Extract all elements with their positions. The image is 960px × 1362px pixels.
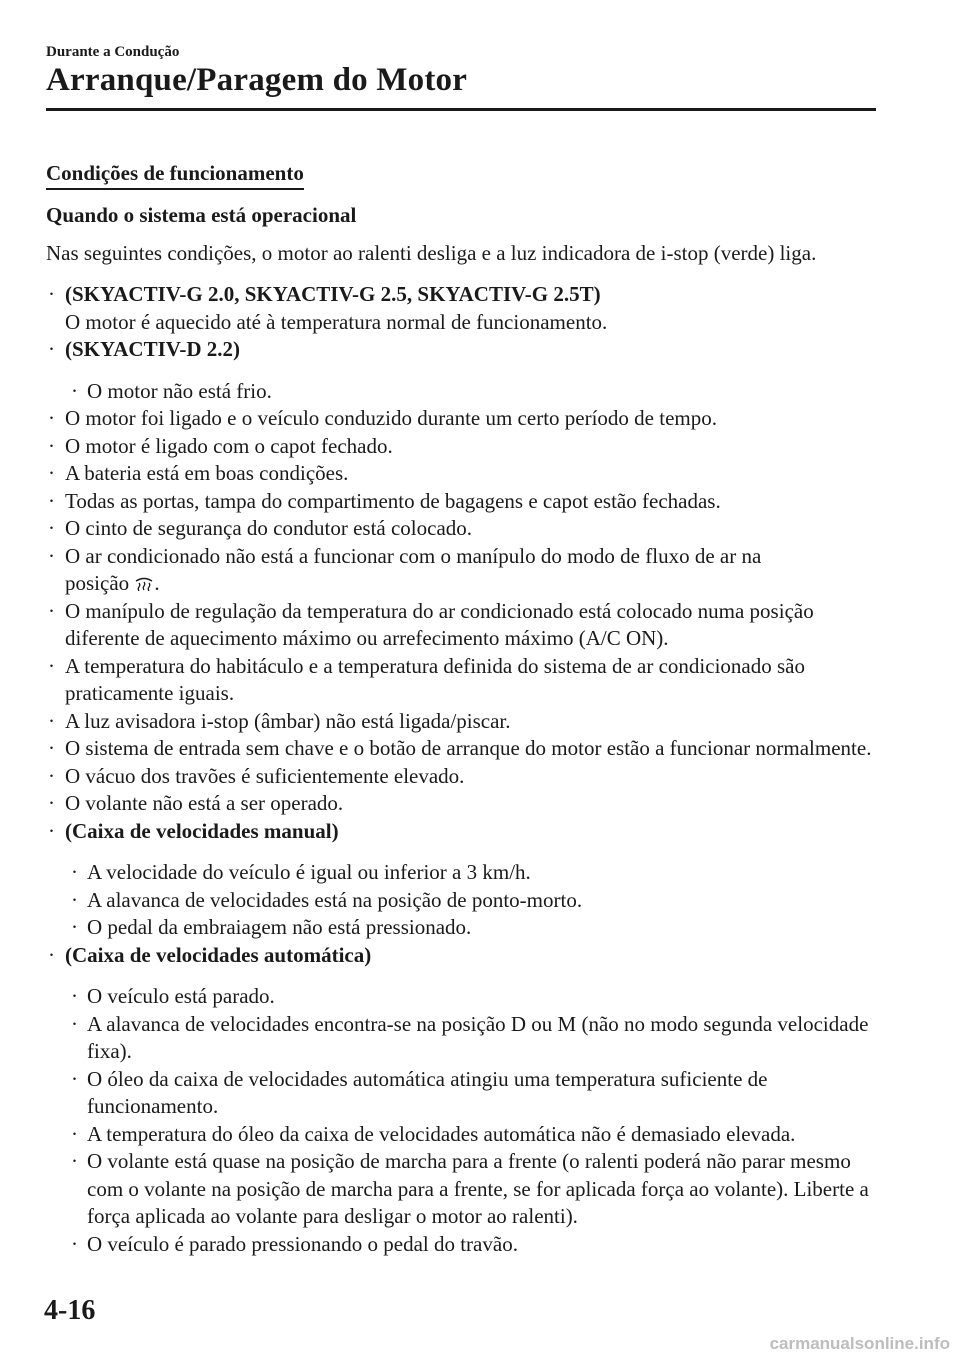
list-item	[46, 708, 876, 736]
list-item-text: O volante está quase na posição de marcha para a frente (o ralenti poderá não parar mesmo com o volante na posição de marcha para a frente, se for aplicada força ao volante). Liberte a força aplicada ao volante para desligar o motor ao ralenti).	[87, 1149, 869, 1228]
bullet-dot: ·	[71, 1011, 78, 1036]
list-item	[46, 983, 876, 1011]
list-item-text: O veículo está parado.	[87, 984, 275, 1008]
bullet-dot: ·	[48, 942, 55, 967]
bullet-dot: ·	[71, 1066, 78, 1091]
list-item	[46, 1231, 876, 1259]
list-item-text: O motor não está frio.	[87, 378, 272, 403]
bullet-dot: ·	[71, 860, 78, 884]
automatic-transmission-item	[46, 942, 876, 970]
list-item-text: A luz avisadora i-stop (âmbar) não está ligada/piscar.	[65, 708, 511, 733]
list-item	[46, 1121, 876, 1149]
list-item	[46, 460, 876, 488]
list-item	[46, 653, 876, 708]
bullet-dot: ·	[48, 791, 55, 815]
bullet-dot: ·	[48, 736, 55, 760]
list-item-text: Todas as portas, tampa do compartimento de bagagens e capot estão fechadas.	[65, 488, 721, 513]
list-item	[46, 914, 876, 942]
bullet-dot: ·	[48, 433, 55, 458]
title-rule	[46, 108, 876, 111]
intro-paragraph: Nas seguintes condições, o motor ao ralenti desliga e a luz indicadora de i-stop (verde) liga.	[46, 240, 817, 265]
manual-transmission-item	[46, 818, 876, 846]
list-item-text: O pedal da embraiagem não está pressionado.	[87, 915, 472, 939]
list-item	[46, 735, 876, 763]
list-item-text: O motor foi ligado e o veículo conduzido durante um certo período de tempo.	[65, 406, 717, 430]
skyactiv-g-item	[46, 281, 876, 336]
list-item-text: A bateria está em boas condições.	[65, 461, 349, 485]
list-item-text: A temperatura do óleo da caixa de velocidades automática não é demasiado elevada.	[87, 1121, 796, 1146]
bullet-dot: ·	[48, 653, 55, 678]
bullet-dot: ·	[71, 1121, 78, 1146]
bullet-dot: ·	[48, 406, 55, 430]
section-label: Durante a Condução	[46, 44, 180, 60]
list-item	[46, 1011, 876, 1066]
list-item-text: A alavanca de velocidades está na posição de ponto-morto.	[87, 887, 583, 912]
bullet-dot: ·	[48, 543, 55, 568]
list-item	[46, 515, 876, 543]
list-item-text: O vácuo dos travões é suficientemente elevado.	[65, 763, 465, 788]
list-item	[46, 763, 876, 791]
bullet-dot: ·	[48, 763, 55, 788]
list-item	[46, 378, 876, 406]
skyactiv-g-text: O motor é aquecido até à temperatura normal de funcionamento.	[65, 309, 608, 334]
conditions-heading-text: Condições de funcionamento	[46, 160, 304, 190]
defroster-icon	[135, 577, 153, 591]
bullet-dot: ·	[71, 378, 78, 403]
bullet-dot: ·	[71, 1149, 78, 1173]
ac-mode-item	[46, 543, 876, 598]
page-number: 4-16	[44, 1295, 96, 1326]
list-item	[46, 859, 876, 887]
ac-item-position-word: posição	[65, 571, 130, 595]
bullet-dot: ·	[48, 488, 55, 513]
bullet-dot: ·	[71, 984, 78, 1008]
manual-transmission-title: (Caixa de velocidades manual)	[65, 818, 339, 843]
bullet-dot: ·	[48, 708, 55, 733]
list-item-text: O sistema de entrada sem chave e o botão de arranque do motor estão a funcionar normalmente.	[65, 736, 872, 760]
bullet-dot: ·	[48, 461, 55, 485]
skyactiv-d-item	[46, 336, 876, 364]
list-item-text: O manípulo de regulação da temperatura do ar condicionado está colocado numa posição diferente de aquecimento máximo ou arrefecimento máximo (A/C ON).	[65, 598, 814, 650]
page-content	[46, 160, 876, 1258]
watermark: carmanualsonline.info	[769, 1334, 950, 1353]
bullet-dot: ·	[71, 915, 78, 939]
list-item-text: A velocidade do veículo é igual ou inferior a 3 km/h.	[87, 860, 531, 884]
ac-item-end: .	[154, 571, 160, 595]
ac-item-line1: O ar condicionado não está a funcionar com o manípulo do modo de fluxo de ar na	[65, 543, 762, 568]
list-item	[46, 433, 876, 461]
skyactiv-d-title: (SKYACTIV-D 2.2)	[65, 337, 241, 361]
list-item	[46, 598, 876, 653]
list-item-text: A temperatura do habitáculo e a temperatura definida do sistema de ar condicionado são praticamente iguais.	[65, 653, 805, 705]
operational-subheading: Quando o sistema está operacional	[46, 203, 357, 227]
bullet-dot: ·	[71, 887, 78, 912]
ac-item-line2	[65, 570, 876, 598]
bullet-dot: ·	[48, 598, 55, 623]
list-item	[46, 1066, 876, 1121]
list-item	[46, 790, 876, 818]
list-item	[46, 887, 876, 915]
list-item-text: O volante não está a ser operado.	[65, 791, 344, 815]
list-item	[46, 1148, 876, 1231]
list-item-text: O óleo da caixa de velocidades automática atingiu uma temperatura suficiente de funcionamento.	[87, 1066, 768, 1118]
list-item-text: O cinto de segurança do condutor está colocado.	[65, 516, 473, 540]
bullet-dot: ·	[48, 337, 55, 361]
bullet-dot: ·	[48, 818, 55, 843]
list-item-text: A alavanca de velocidades encontra-se na posição D ou M (não no modo segunda velocidade fixa).	[87, 1011, 869, 1063]
list-item-text: O motor é ligado com o capot fechado.	[65, 433, 393, 458]
bullet-dot: ·	[48, 282, 55, 306]
page-title: Arranque/Paragem do Motor	[46, 62, 468, 98]
list-item	[46, 488, 876, 516]
list-item	[46, 405, 876, 433]
conditions-heading	[46, 160, 876, 190]
bullet-dot: ·	[71, 1231, 78, 1256]
skyactiv-g-title: (SKYACTIV-G 2.0, SKYACTIV-G 2.5, SKYACTIV-G 2.5T)	[65, 282, 601, 306]
bullet-dot: ·	[48, 516, 55, 540]
automatic-transmission-title: (Caixa de velocidades automática)	[65, 942, 372, 967]
list-item-text: O veículo é parado pressionando o pedal do travão.	[87, 1231, 518, 1256]
